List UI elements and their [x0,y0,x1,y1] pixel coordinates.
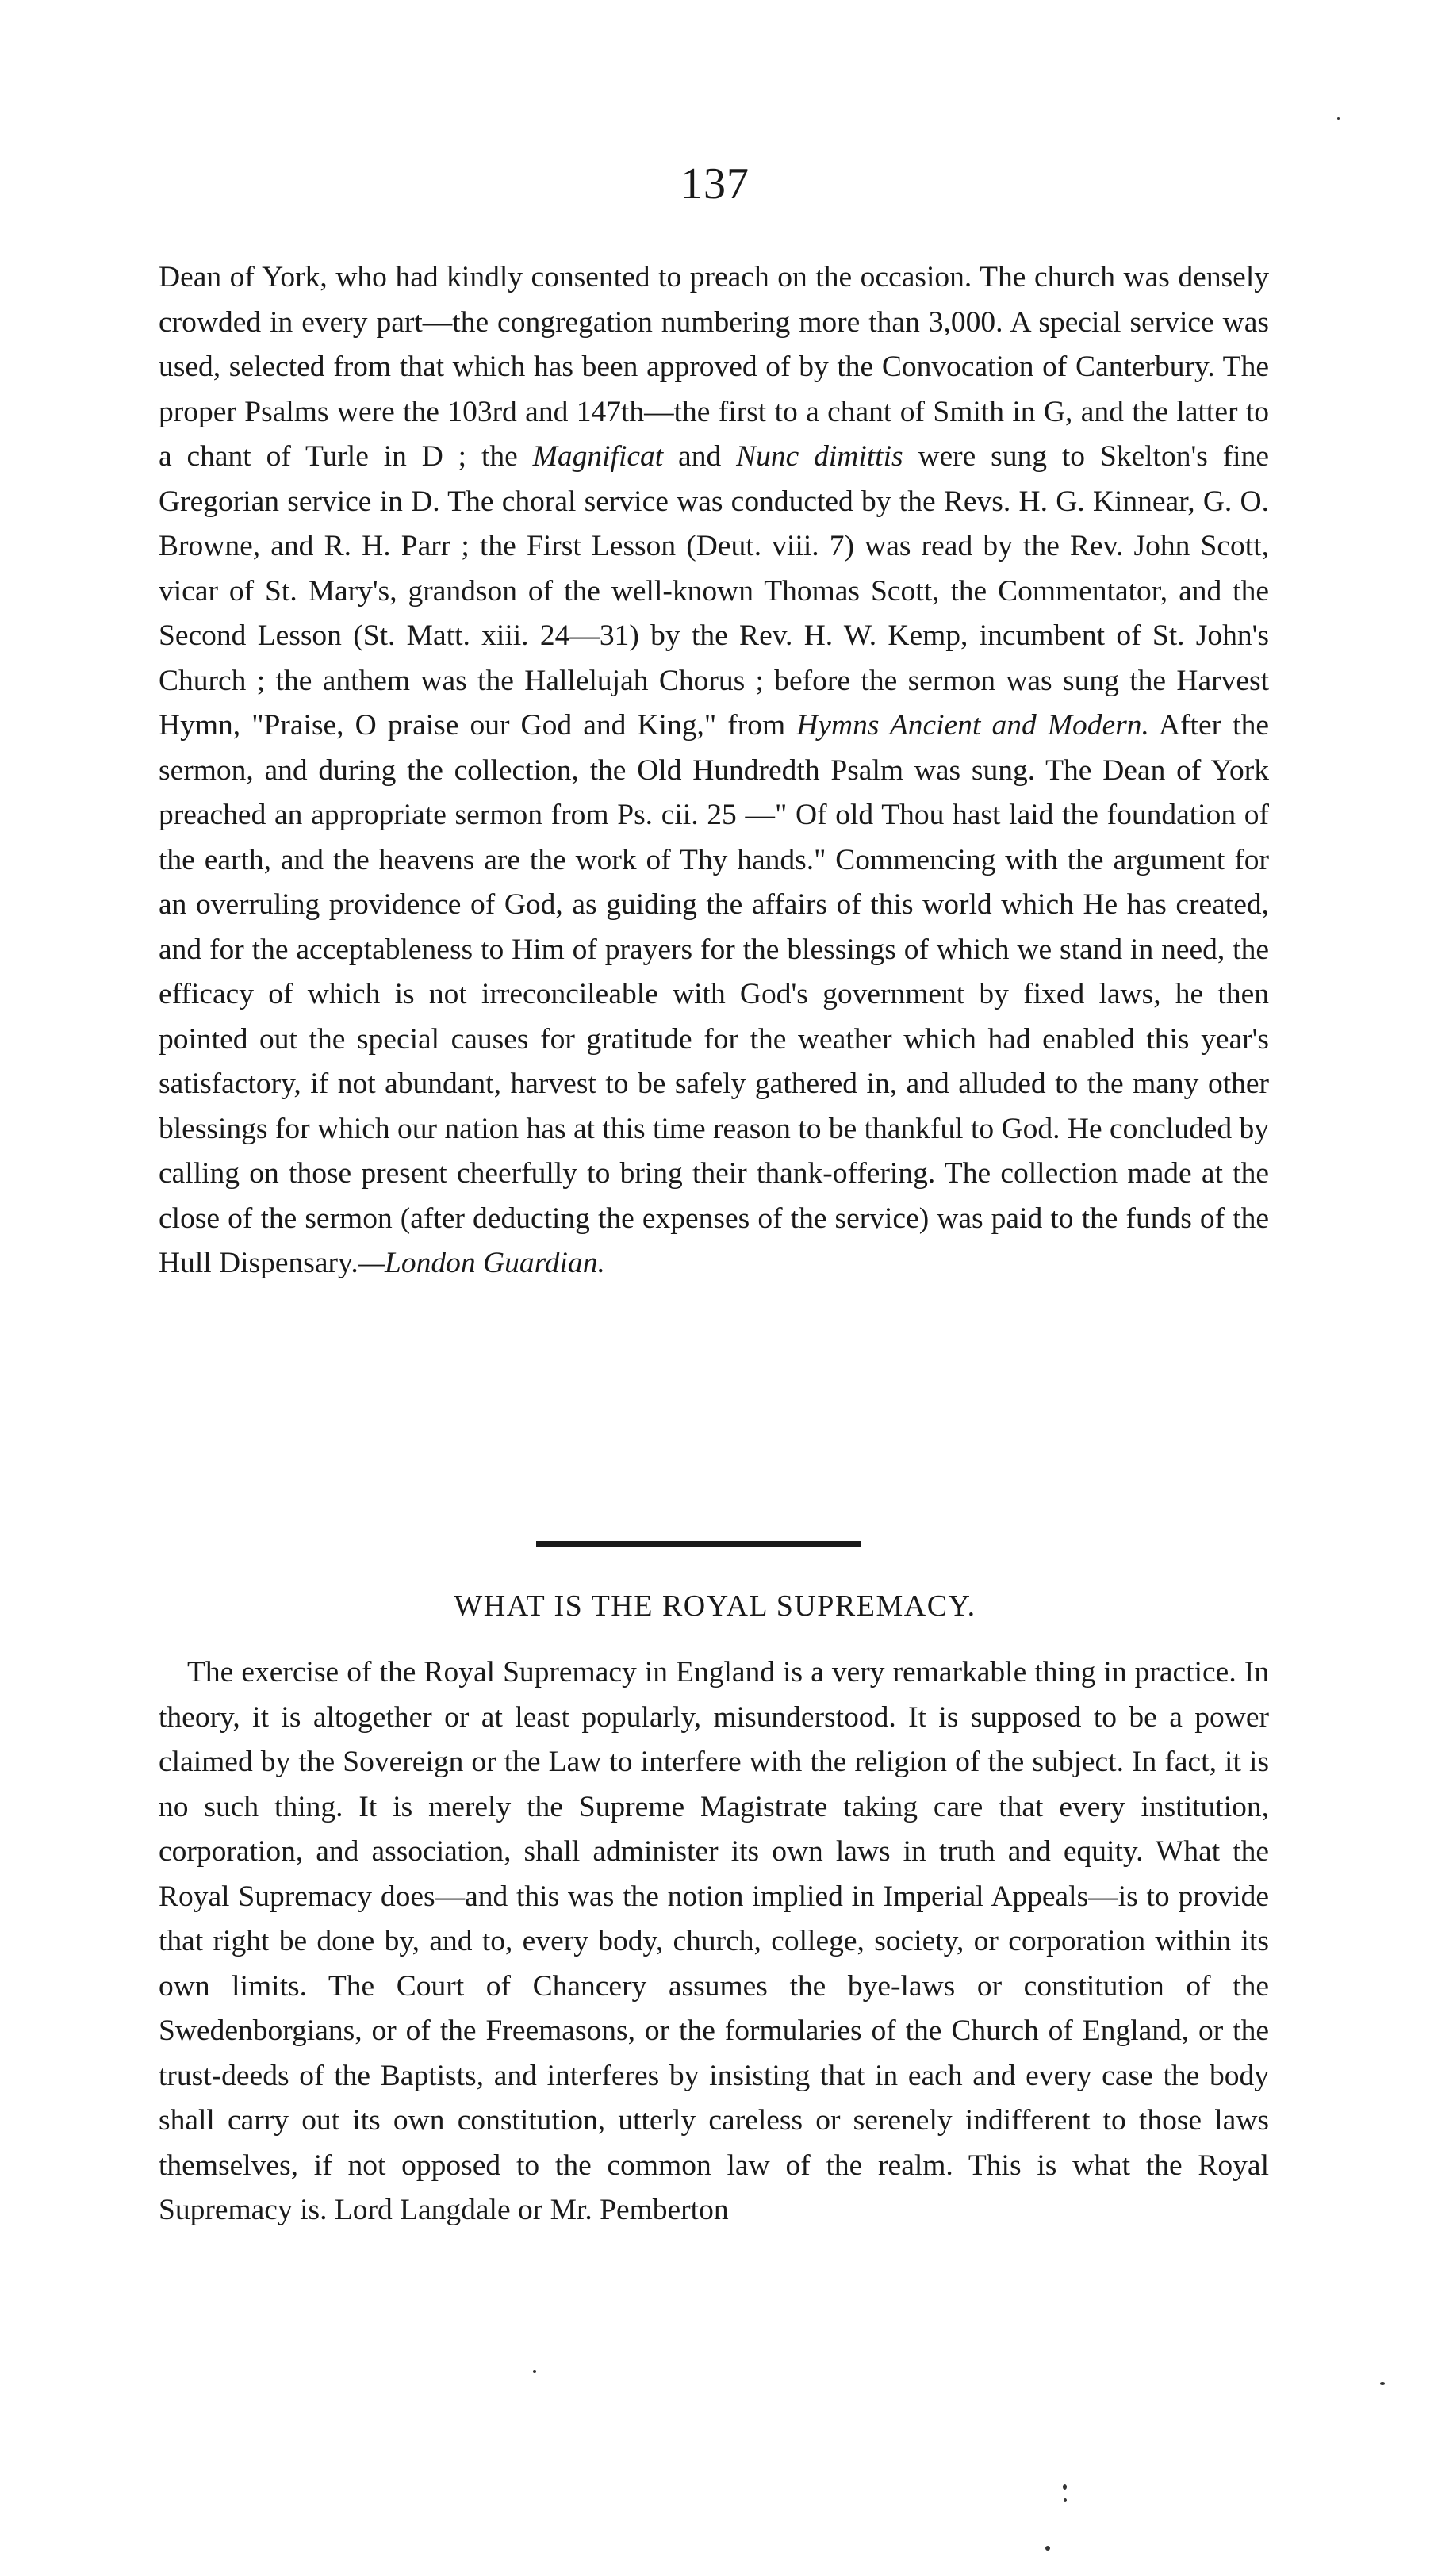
nunc-dimittis-title: Nunc dimittis [736,440,903,473]
section-heading: WHAT IS THE ROYAL SUPREMACY. [454,1589,976,1623]
article-text-1: Dean of York, who had kindly consented to preach on the occasion. The church was densely crowded in every part—the congregation numbering more than 3,000. A special service was used, selected from that which has been approved of by the Convocation of Canterbury. The proper Psalms were the 103rd and 147th—the first to a chant of Smith in G, and the latter to a chant of Turle in D ; the [159,261,1269,473]
print-speck [1045,2546,1050,2551]
article-text-2: were sung to Skelton's fine Gregorian service in D. The choral service was conducted by the Revs. H. G. Kinnear, G. O. Browne, and R. H. Parr ; the First Lesson (Deut. viii. 7) was read by the Rev. John Scott, vicar of St. Mary's, grandson of the well-known Thomas Scott, the Commentator, and the Second Lesson (St. Matt. xiii. 24—31) by the Rev. H. W. Kemp, incumbent of St. John's Church ; the anthem was the Hallelujah Chorus ; before the sermon was sung the Harvest Hymn, "Praise, O praise our God and King," from [159,440,1269,742]
print-speck [1063,2484,1067,2490]
print-speck [1337,117,1340,120]
print-speck [1380,2382,1385,2385]
print-speck [1064,2498,1067,2502]
page-number: 137 [680,159,750,209]
section-divider [536,1541,861,1547]
source-attribution: —London Guardian. [358,1247,605,1279]
section-body [159,1650,1269,2233]
magnificat-title: Magnificat [532,440,664,473]
section-paragraph: The exercise of the Royal Supremacy in England is a very remarkable thing in practice. In theory, it is altogether or at least popularly, misunderstood. It is supposed to be a power claimed by the Sovereign or the Law to interfere with the religion of the subject. In fact, it is no such thing. It is merely the Supreme Magistrate taking care that every institution, corporation, and association, shall administer its own laws in truth and equity. What the Royal Supremacy does—and this was the notion implied in Imperial Appeals—is to provide that right be done by, and to, every body, church, college, society, or corporation within its own limits. The Court of Chancery assumes the bye-laws or constitution of the Swedenborgians, or of the Freemasons, or the formularies of the Church of England, or the trust-deeds of the Baptists, and interferes by insisting that in each and every case the body shall carry out its own constitution, utterly careless or serenely indifferent to those laws themselves, if not opposed to the common law of the realm. This is what the Royal Supremacy is. Lord Langdale or Mr. Pemberton [159,1656,1269,2226]
article-text-3: After the sermon, and during the collection, the Old Hundredth Psalm was sung. The Dean of York preached an appropriate sermon from Ps. cii. 25 —" Of old Thou hast laid the foundation of the earth, and the heavens are the work of Thy hands." Commencing with the argument for an overruling providence of God, as guiding the affairs of this world which He has created, and for the acceptableness to Him of prayers for the blessings of which we stand in need, the efficacy of which is not irreconcileable with God's government by fixed laws, he then pointed out the special causes for gratitude for the weather which had enabled this year's satisfactory, if not abundant, harvest to be safely gathered in, and alluded to the many other blessings for which our nation has at this time reason to be thankful to God. He concluded by calling on those present cheerfully to bring their thank-offering. The collection made at the close of the sermon (after deducting the expenses of the service) was paid to the funds of the Hull Dispensary. [159,709,1269,1279]
article-continuation [159,255,1269,1286]
hymns-book-title: Hymns Ancient and Modern. [796,709,1149,742]
article-paragraph [159,255,1269,1286]
article-text-and: and [663,440,737,473]
print-speck [533,2370,536,2373]
